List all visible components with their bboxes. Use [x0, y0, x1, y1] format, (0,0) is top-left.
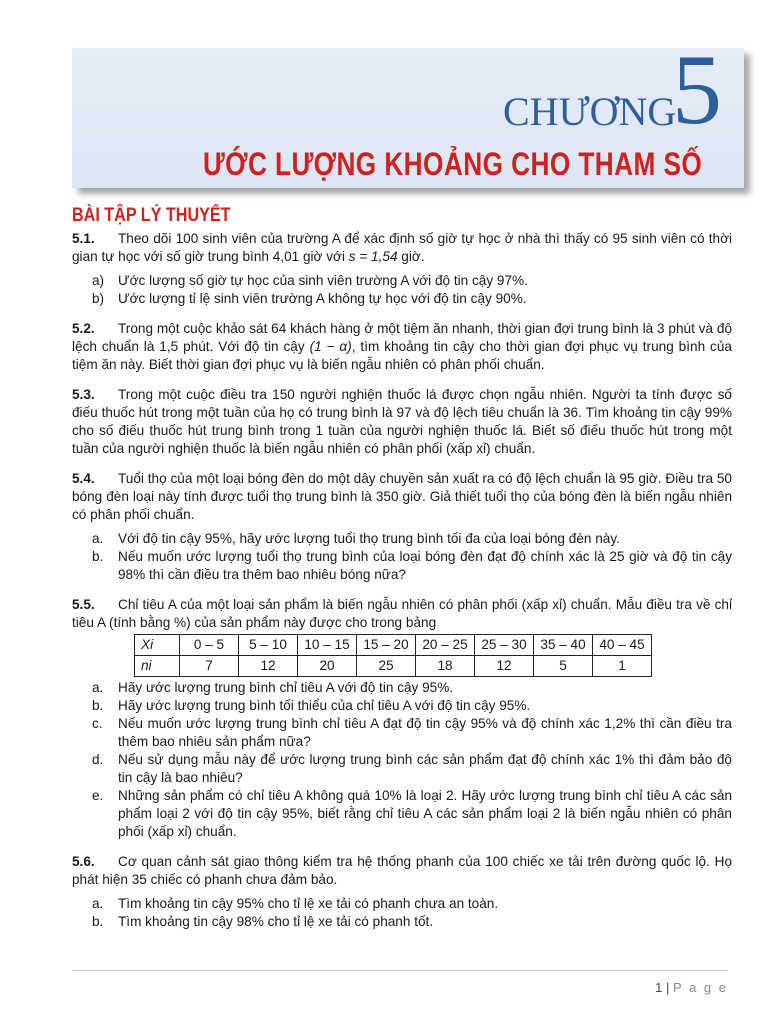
exercise-text: Cơ quan cảnh sát giao thông kiểm tra hệ thống phanh của 100 chiếc xe tải trên đường quốc lộ. Họ phát hiện 35 chiếc có phanh chưa đảm bảo. — [72, 854, 732, 887]
chapter-title: ƯỚC LƯỢNG KHOẢNG CHO THAM SỐ — [203, 146, 703, 182]
exercise-number: 5.4. — [72, 471, 95, 486]
footer-divider — [72, 970, 728, 971]
table-cell: 7 — [180, 656, 239, 677]
exercise-text-tail: giờ. — [401, 249, 425, 264]
table-cell: 20 — [298, 656, 357, 677]
sub-question: b. Nếu muốn ước lượng tuổi thọ trung bình của loại bóng đèn đạt độ chính xác là 25 giờ và độ tin cậy 98% thì cần điều tra thêm bao nhiêu bóng nữa? — [92, 549, 732, 582]
sub-question-list — [72, 530, 732, 584]
table-row-header: ni — [135, 656, 180, 677]
exercise-text: Tuổi thọ của một loại bóng đèn do một dây chuyền sản xuất ra có độ lệch chuẩn là 95 giờ. Điều tra 50 bóng đèn loại này tính được tuổi thọ trung bình là 350 giờ. Giả thiết tuổi thọ của bóng đèn là biến ngẫu nhiên có phân phối chuẩn. — [72, 471, 732, 522]
table-cell: 1 — [593, 656, 652, 677]
formula: s = 1,54 — [348, 249, 398, 264]
page-number: 1 — [655, 980, 663, 995]
exercise-5-5 — [72, 596, 732, 841]
formula: (1 − α) — [309, 339, 352, 354]
sub-question: b) Ước lượng tỉ lệ sinh viên trường A không tự học với độ tin cậy 90%. — [92, 291, 527, 306]
table-cell: 35 – 40 — [534, 635, 593, 656]
sub-question-list — [72, 895, 732, 931]
exercise-5-2 — [72, 320, 732, 374]
exercise-list — [72, 230, 732, 931]
exercise-text: Trong một cuộc khảo sát 64 khách hàng ở một tiệm ăn nhanh, thời gian đợi trung bình là 3 phút và độ lệch chuẩn là 1,5 phút. Với độ tin cậy — [72, 321, 732, 354]
sub-question: e. Những sản phẩm có chỉ tiêu A không quá 10% là loại 2. Hãy ước lượng trung bình chỉ tiêu A các sản phẩm loại 2 với độ tin cậy 95%, biết rằng chỉ tiêu A các sản phẩm loại 2 là biến ngẫu nhiên có phân phối (xấp xỉ) chuẩn. — [92, 788, 732, 839]
section-heading: BÀI TẬP LÝ THUYẾT — [72, 205, 231, 226]
exercise-text-tail: , tìm khoảng tin cậy cho thời gian đợi phục vụ trung bình của tiệm ăn này. Biết thời gian đợi phục vụ là biến ngẫu nhiên có phân phối chuẩn. — [72, 339, 732, 372]
exercise-text: Trong một cuộc điều tra 150 người nghiện thuốc lá được chọn ngẫu nhiên. Người ta tính được số điếu thuốc hút trong một tuần của họ có trung bình là 97 và độ lệch tiêu chuẩn là 36. Tìm khoảng tin cậy 99% cho số điếu thuốc hút trung bình trong 1 tuần của người nghiện thuốc lá. Biết số điếu thuốc hút trong một tuần của người nghiện thuốc là biến ngẫu nhiên có phân phối (xấp xỉ) chuẩn. — [72, 387, 732, 456]
sub-question: b. Tìm khoảng tin cậy 98% cho tỉ lệ xe tải có phanh tốt. — [92, 914, 434, 929]
table-row-header: Xi — [135, 635, 180, 656]
sub-question: c. Nếu muốn ước lượng trung bình chỉ tiêu A đạt độ tin cậy 95% và độ chính xác 1,2% thì cần điều tra thêm bao nhiêu sản phẩm nữa? — [92, 716, 732, 749]
exercise-text: Chỉ tiêu A của một loại sản phẩm là biến ngẫu nhiên có phân phối (xấp xỉ) chuẩn. Mẫu điều tra về chỉ tiêu A (tính bằng %) của sản phẩm này được cho trong bảng — [72, 597, 732, 630]
page-label: P a g e — [673, 980, 728, 995]
table-cell: 20 – 25 — [416, 635, 475, 656]
table-cell: 5 – 10 — [239, 635, 298, 656]
chapter-number: 5 — [672, 34, 722, 145]
exercise-5-3 — [72, 386, 732, 458]
table-cell: 0 – 5 — [180, 635, 239, 656]
exercise-text: Theo dõi 100 sinh viên của trường A để xác định số giờ tự học ở nhà thì thấy có 95 sinh viên có thời gian tự học với số giờ trung bình 4,01 giờ với — [72, 231, 732, 264]
exercise-number: 5.5. — [72, 597, 95, 612]
table-cell: 15 – 20 — [357, 635, 416, 656]
exercise-number: 5.2. — [72, 321, 95, 336]
exercise-5-1 — [72, 230, 732, 308]
exercise-number: 5.6. — [72, 854, 95, 869]
exercise-number: 5.3. — [72, 387, 95, 402]
table-cell: 12 — [239, 656, 298, 677]
sub-question-list — [72, 679, 732, 841]
table-cell: 5 — [534, 656, 593, 677]
table-cell: 25 – 30 — [475, 635, 534, 656]
table-row — [135, 635, 652, 656]
sub-question: a. Tìm khoảng tin cậy 95% cho tỉ lệ xe tải có phanh chưa an toàn. — [92, 896, 499, 911]
table-cell: 40 – 45 — [593, 635, 652, 656]
exercise-5-6 — [72, 853, 732, 931]
sub-question: a. Hãy ước lượng trung bình chỉ tiêu A với độ tin cậy 95%. — [92, 680, 454, 695]
table-cell: 25 — [357, 656, 416, 677]
table-row — [135, 656, 652, 677]
exercise-number: 5.1. — [72, 231, 95, 246]
footer-separator: | — [666, 980, 670, 995]
table-cell: 10 – 15 — [298, 635, 357, 656]
sub-question: b. Hãy ước lượng trung bình tối thiểu của chỉ tiêu A với độ tin cậy 95%. — [92, 698, 531, 713]
sub-question: a) Ước lượng số giờ tự học của sinh viên trường A với độ tin cậy 97%. — [92, 273, 528, 288]
sub-question-list — [72, 272, 732, 308]
page-footer — [655, 980, 728, 995]
chapter-word: CHƯƠNG — [503, 89, 677, 134]
sub-question: a. Với độ tin cậy 95%, hãy ước lượng tuổi thọ trung bình tối đa của loại bóng đèn này. — [92, 531, 620, 546]
sample-data-table — [134, 634, 652, 677]
table-cell: 12 — [475, 656, 534, 677]
sub-question: d. Nếu sử dụng mẫu này để ước lượng trung bình các sản phẩm đạt độ chính xác 1% thì đảm bảo độ tin cậy là bao nhiêu? — [92, 752, 732, 785]
exercise-5-4 — [72, 470, 732, 584]
table-cell: 18 — [416, 656, 475, 677]
